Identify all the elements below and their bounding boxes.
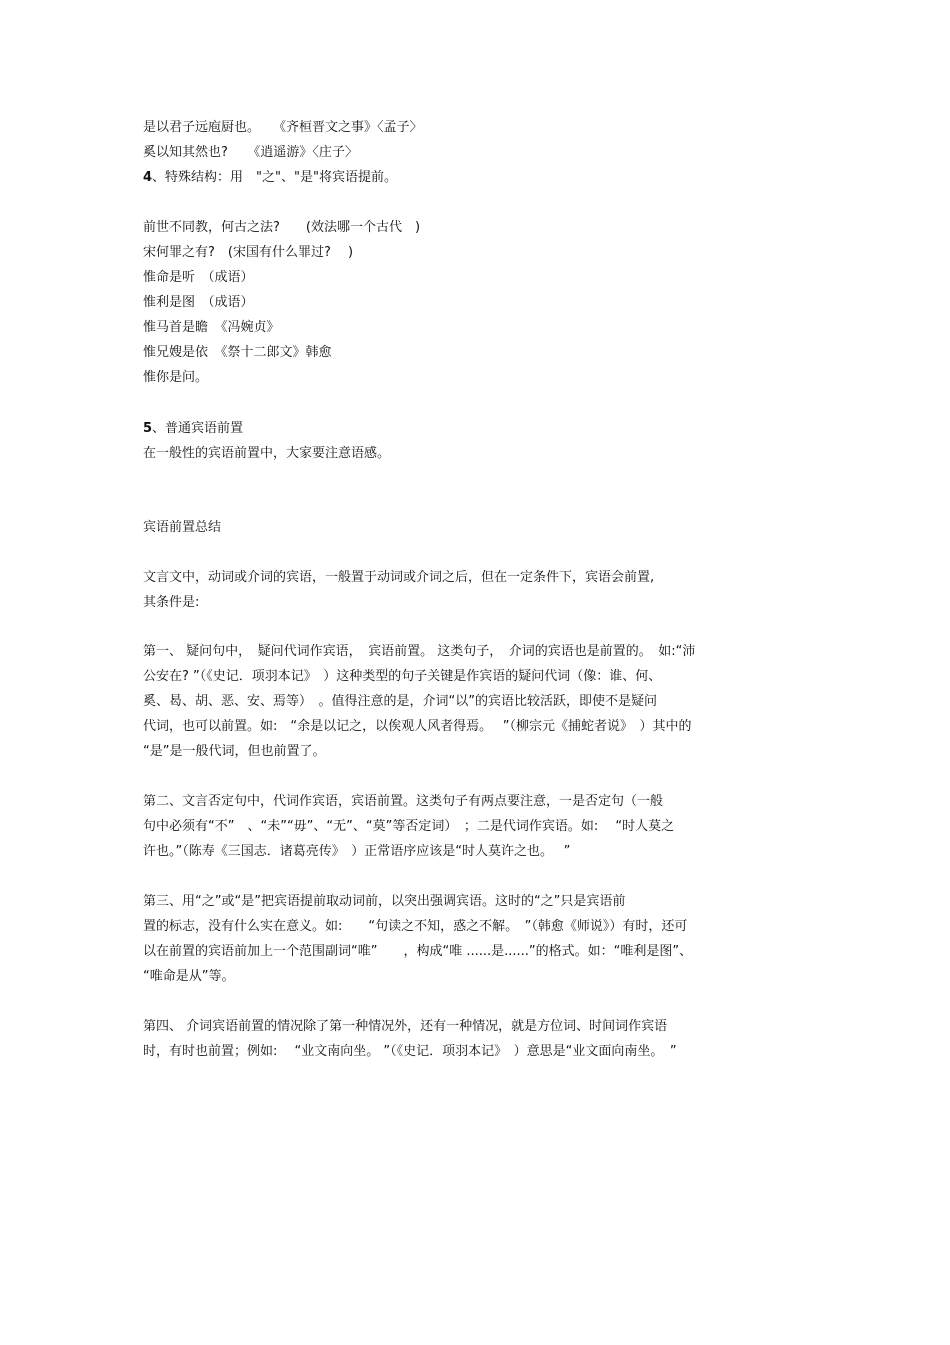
section-5-body: 在一般性的宾语前置中，大家要注意语感。	[143, 446, 391, 461]
example-line: 惟利是图 （成语）	[143, 295, 254, 310]
paragraph-1-line: 第一、 疑问句中， 疑问代词作宾语， 宾语前置。 这类句子， 介词的宾语也是前置的。 如:“沛	[143, 644, 696, 659]
paragraph-3-line: “唯命是从”等。	[143, 969, 235, 984]
example-line: 前世不同教，何古之法? (效法哪一个古代 )	[143, 220, 421, 235]
example-line: 惟你是问。	[143, 370, 209, 385]
section-number: 5	[143, 421, 153, 436]
paragraph-3-line: 第三、用“之”或“是”把宾语提前取动词前，以突出强调宾语。这时的“之”只是宾语前	[143, 894, 626, 909]
paragraph-1-line: “是”是一般代词，但也前置了。	[143, 744, 326, 759]
paragraph-1-line: 公安在? ”（《史记．项羽本记》 ）这种类型的句子关键是作宾语的疑问代词（像：谁、何、	[143, 669, 662, 684]
intro-line: 文言文中，动词或介词的宾语，一般置于动词或介词之后，但在一定条件下，宾语会前置,	[143, 570, 655, 585]
paragraph-4-line: 第四、 介词宾语前置的情况除了第一种情况外，还有一种情况，就是方位词、时间词作宾语	[143, 1019, 668, 1034]
section-title: 、特殊结构：用 "之"、"是"将宾语提前。	[152, 170, 397, 185]
example-line: 宋何罪之有? (宋国有什么罪过? )	[143, 245, 354, 260]
paragraph-2-line: 许也。”（陈寿《三国志．诸葛亮传》 ）正常语序应该是“时人莫许之也。 ”	[143, 844, 571, 859]
section-number: 4	[143, 170, 153, 185]
example-line: 惟兄嫂是依 《祭十二郎文》韩愈	[143, 345, 332, 360]
paragraph-3-line: 置的标志，没有什么实在意义。如: “句读之不知，惑之不解。 ”（韩愈《师说》）有时，还可	[143, 919, 688, 934]
example-line: 奚以知其然也? 《逍遥游》〈庄子〉	[143, 145, 358, 160]
section-title: 、普通宾语前置	[152, 421, 244, 436]
section-4-heading	[143, 169, 397, 187]
intro-line: 其条件是:	[143, 595, 200, 610]
paragraph-1-line: 代词，也可以前置。如: “余是以记之，以俟观人风者得焉。 ”（柳宗元《捕蛇者说》 ）其中的	[143, 719, 692, 734]
paragraph-2-line: 句中必须有“不” 、“未”“毋”、“无”、“莫”等否定词） ；二是代词作宾语。如: “时人莫之	[143, 819, 675, 834]
paragraph-4-line: 时，有时也前置；例如: “业文南向坐。 ”（《史记．项羽本记》 ）意思是“业文面向南坐。 ”	[143, 1044, 677, 1059]
summary-title: 宾语前置总结	[143, 520, 222, 535]
example-line: 惟命是听 （成语）	[143, 270, 254, 285]
example-line: 是以君子远庖厨也。 《齐桓晋文之事》〈孟子〉	[143, 120, 423, 135]
paragraph-1-line: 奚、曷、胡、恶、安、焉等） 。值得注意的是，介词“以”的宾语比较活跃，即使不是疑问	[143, 694, 657, 709]
example-line: 惟马首是瞻 《冯婉贞》	[143, 320, 280, 335]
section-5-heading	[143, 420, 243, 438]
paragraph-3-line: 以在前置的宾语前加上一个范围副词“唯” ，构成“唯 ......是......”的格式。如：“唯利是图”、	[143, 944, 693, 959]
paragraph-2-line: 第二、文言否定句中，代词作宾语，宾语前置。这类句子有两点要注意，一是否定句（一般	[143, 794, 664, 809]
